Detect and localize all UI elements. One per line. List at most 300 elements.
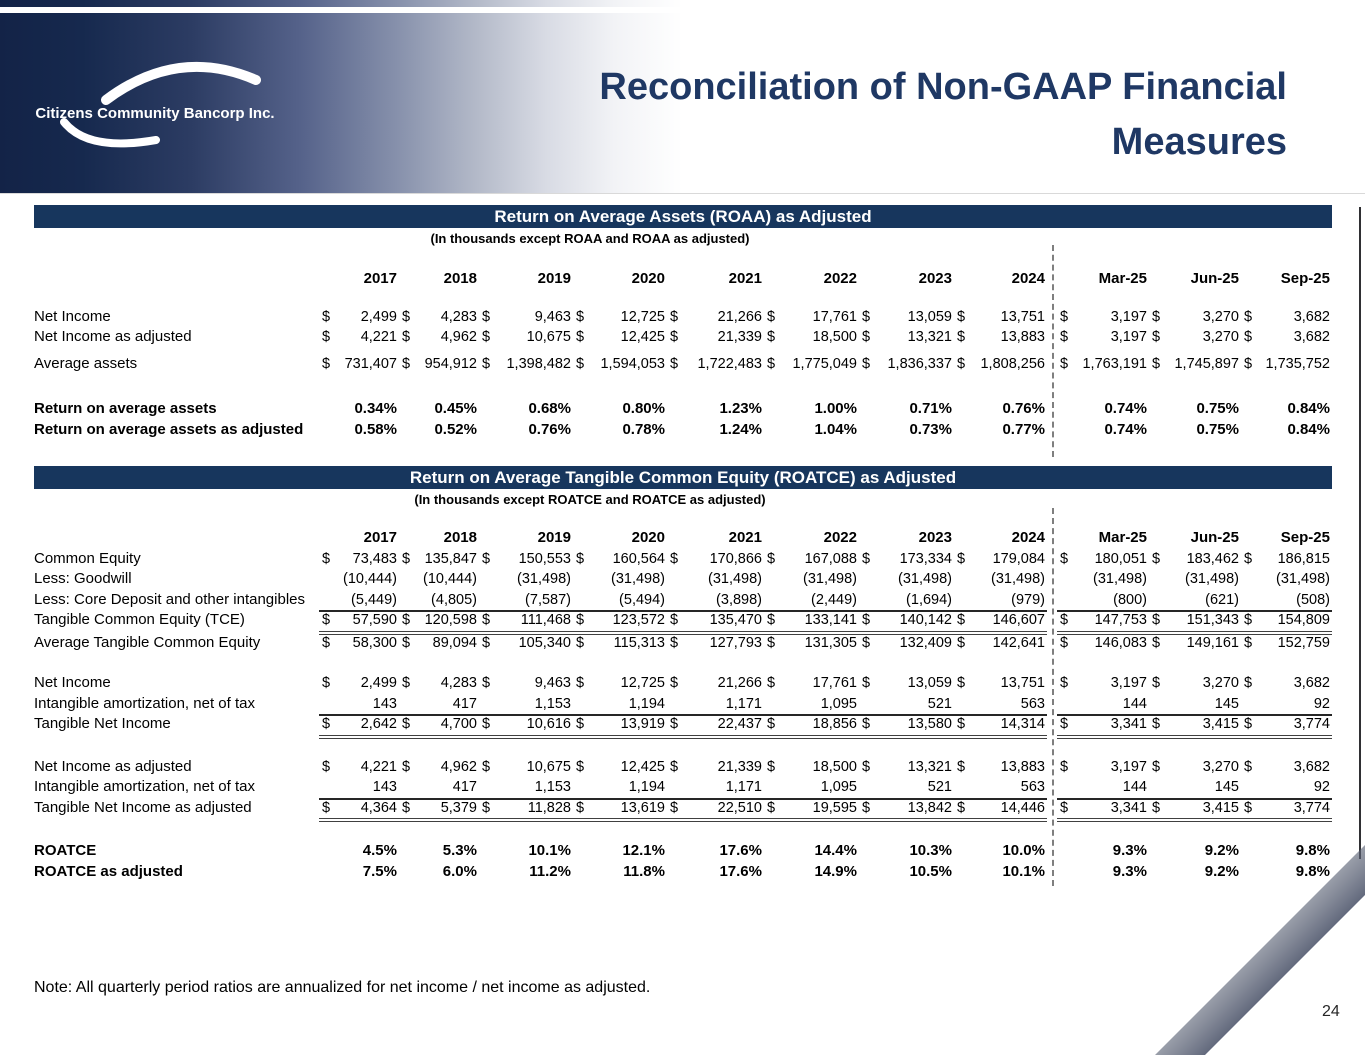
cell-value: 14,314 xyxy=(1000,716,1045,732)
dollar-sign: $ xyxy=(1244,758,1253,775)
table-cell xyxy=(954,798,1047,823)
table-cell xyxy=(573,633,667,654)
cell-value: 14,446 xyxy=(1000,799,1045,816)
cell-value: 1,775,049 xyxy=(792,355,857,372)
cell-value: 154,809 xyxy=(1277,612,1330,628)
dollar-sign: $ xyxy=(1244,308,1253,325)
dollar-sign: $ xyxy=(767,550,776,567)
table-cell xyxy=(859,327,954,348)
table-cell xyxy=(667,569,764,590)
table-cell xyxy=(319,354,399,375)
table-cell xyxy=(859,841,954,862)
cell-value: 1,095 xyxy=(820,695,857,712)
dollar-sign: $ xyxy=(1060,716,1069,732)
cell-value: 131,305 xyxy=(804,634,857,651)
table-cell xyxy=(764,327,859,348)
cell-value: 4,700 xyxy=(440,716,477,732)
table-cell xyxy=(479,610,573,635)
dollar-sign: $ xyxy=(957,758,966,775)
table-cell xyxy=(1057,399,1149,420)
column-header: 2024 xyxy=(1011,270,1045,287)
cell-value: 12,425 xyxy=(620,329,665,345)
table-cell xyxy=(319,399,399,420)
cell-value: (10,444) xyxy=(342,571,397,587)
cell-value: 10.1% xyxy=(528,842,571,859)
table-cell xyxy=(399,420,479,441)
cell-value: 14.4% xyxy=(814,842,857,859)
dollar-sign: $ xyxy=(862,329,871,345)
table-cell xyxy=(1057,354,1149,375)
table-cell xyxy=(859,354,954,375)
cell-value: 146,083 xyxy=(1094,634,1147,651)
row-label: Net Income xyxy=(34,674,111,691)
cell-value: 9.8% xyxy=(1295,842,1330,859)
table-cell xyxy=(1149,569,1241,590)
cell-value: 0.34% xyxy=(354,400,397,417)
table-cell xyxy=(954,420,1047,441)
cell-value: 13,059 xyxy=(907,675,952,691)
cell-value: (31,498) xyxy=(1092,571,1147,587)
cell-value: 13,842 xyxy=(907,799,952,816)
cell-value: (31,498) xyxy=(1275,571,1330,587)
cell-value: 563 xyxy=(1020,779,1045,795)
cell-value: 120,598 xyxy=(424,612,477,628)
cell-value: 179,084 xyxy=(992,550,1045,567)
column-header: Mar-25 xyxy=(1098,529,1147,546)
cell-value: 954,912 xyxy=(424,355,477,372)
cell-value: (5,494) xyxy=(619,591,665,608)
table-cell xyxy=(1241,307,1332,328)
table-cell xyxy=(764,862,859,883)
table-cell xyxy=(573,610,667,635)
table-cell xyxy=(859,549,954,570)
table-cell xyxy=(1149,307,1241,328)
table-cell xyxy=(573,590,667,613)
table-cell xyxy=(954,757,1047,778)
cell-value: 21,339 xyxy=(717,329,762,345)
table-cell xyxy=(399,757,479,778)
table-cell xyxy=(859,673,954,694)
dollar-sign: $ xyxy=(482,550,491,567)
cell-value: 133,141 xyxy=(804,612,857,628)
table-cell xyxy=(319,777,399,800)
cell-value: 9.3% xyxy=(1112,862,1147,880)
column-header: 2018 xyxy=(443,529,477,546)
cell-value: 7.5% xyxy=(362,862,397,880)
cell-value: 115,313 xyxy=(613,634,665,651)
row-label: ROATCE xyxy=(34,842,97,859)
cell-value: 1,722,483 xyxy=(697,355,762,372)
cell-value: 11.2% xyxy=(529,862,571,880)
table-cell xyxy=(399,777,479,800)
cell-value: (10,444) xyxy=(422,571,477,587)
dollar-sign: $ xyxy=(1060,758,1069,775)
table-cell xyxy=(859,569,954,590)
cell-value: (31,498) xyxy=(897,571,952,587)
cell-value: 0.77% xyxy=(1002,420,1045,438)
cell-value: 135,847 xyxy=(424,550,477,567)
cell-value: 10.0% xyxy=(1002,842,1045,859)
cell-value: 1,836,337 xyxy=(887,355,952,372)
table-cell xyxy=(319,633,399,654)
column-header: 2017 xyxy=(363,529,397,546)
dollar-sign: $ xyxy=(322,716,331,732)
cell-value: 11.8% xyxy=(623,862,665,880)
cell-value: (4,805) xyxy=(431,591,477,608)
cell-value: 13,321 xyxy=(907,758,952,775)
table-cell xyxy=(1241,610,1332,635)
table-cell xyxy=(667,307,764,328)
dollar-sign: $ xyxy=(482,612,491,628)
logo-swoosh-upper xyxy=(106,67,256,100)
cell-value: 21,339 xyxy=(717,758,762,775)
table-cell xyxy=(399,673,479,694)
row-label xyxy=(34,528,319,549)
dollar-sign: $ xyxy=(402,329,411,345)
cell-value: 3,270 xyxy=(1202,758,1239,775)
table-cell xyxy=(954,633,1047,654)
dollar-sign: $ xyxy=(957,355,966,372)
cell-value: 3,197 xyxy=(1110,308,1147,325)
dollar-sign: $ xyxy=(576,355,585,372)
cell-value: 13,059 xyxy=(907,308,952,325)
column-header: 2018 xyxy=(443,270,477,287)
cell-value: 152,759 xyxy=(1277,634,1330,651)
dollar-sign: $ xyxy=(1152,758,1161,775)
cell-value: 4,962 xyxy=(440,758,477,775)
table-cell xyxy=(667,549,764,570)
cell-value: 4,364 xyxy=(360,799,397,816)
table-cell xyxy=(399,549,479,570)
table-cell xyxy=(573,673,667,694)
dollar-sign: $ xyxy=(670,634,679,651)
cell-value: 10.1% xyxy=(1002,862,1045,880)
dollar-sign: $ xyxy=(670,716,679,732)
column-header: 2020 xyxy=(631,270,665,287)
cell-value: 9,463 xyxy=(534,675,571,691)
table-cell xyxy=(954,327,1047,348)
dollar-sign: $ xyxy=(767,612,776,628)
dollar-sign: $ xyxy=(576,758,585,775)
row-label: Average assets xyxy=(34,354,138,372)
cell-value: 57,590 xyxy=(352,612,397,628)
cell-value: 0.73% xyxy=(909,420,952,438)
table-row xyxy=(34,694,1332,715)
table-cell xyxy=(399,714,479,739)
table-cell xyxy=(859,757,954,778)
cell-value: 1,153 xyxy=(534,695,571,712)
table-cell xyxy=(1241,327,1332,348)
dollar-sign: $ xyxy=(670,550,679,567)
row-label: Less: Goodwill xyxy=(34,570,132,587)
dollar-sign: $ xyxy=(1244,675,1253,691)
dollar-sign: $ xyxy=(862,716,871,732)
dollar-sign: $ xyxy=(862,550,871,567)
table-cell xyxy=(859,714,954,739)
table-cell xyxy=(319,327,399,348)
table-cell xyxy=(399,610,479,635)
cell-value: 3,197 xyxy=(1110,758,1147,775)
column-header-row xyxy=(34,269,1332,290)
cell-value: 9,463 xyxy=(534,308,571,325)
cell-value: 149,161 xyxy=(1186,634,1239,651)
table-cell xyxy=(667,777,764,800)
cell-value: 0.76% xyxy=(1002,400,1045,417)
cell-value: 13,883 xyxy=(1000,329,1045,345)
table-cell xyxy=(319,798,399,823)
table-cell xyxy=(319,757,399,778)
table-cell xyxy=(573,777,667,800)
cell-value: 731,407 xyxy=(344,355,397,372)
table-cell xyxy=(1241,590,1332,613)
cell-value: 73,483 xyxy=(352,550,397,567)
column-header: 2023 xyxy=(918,529,952,546)
cell-value: 1,194 xyxy=(628,779,665,795)
cell-value: 10,675 xyxy=(526,329,571,345)
table-row xyxy=(34,327,1332,348)
table-cell xyxy=(764,590,859,613)
dollar-sign: $ xyxy=(576,634,585,651)
dollar-sign: $ xyxy=(402,634,411,651)
cell-value: 13,619 xyxy=(620,799,665,816)
dollar-sign: $ xyxy=(402,355,411,372)
cell-value: 4,962 xyxy=(440,329,477,345)
cell-value: (31,498) xyxy=(610,571,665,587)
row-label: ROATCE as adjusted xyxy=(34,862,183,880)
table-cell xyxy=(954,399,1047,420)
cell-value: 17,761 xyxy=(812,308,857,325)
cell-value: 1,194 xyxy=(628,695,665,712)
logo-text: Citizens Community Bancorp Inc. xyxy=(35,105,275,122)
table-row xyxy=(34,590,1332,611)
cell-value: 19,595 xyxy=(812,799,857,816)
cell-value: 147,753 xyxy=(1094,612,1147,628)
table-row xyxy=(34,354,1332,375)
row-label: Intangible amortization, net of tax xyxy=(34,694,255,712)
cell-value: 1,808,256 xyxy=(980,355,1045,372)
top-accent-strip xyxy=(0,0,1365,7)
column-header: Sep-25 xyxy=(1280,529,1330,546)
column-header: 2024 xyxy=(1011,529,1045,546)
cell-value: 521 xyxy=(927,779,952,795)
table-cell xyxy=(1241,694,1332,717)
cell-value: 4,221 xyxy=(360,329,397,345)
dollar-sign: $ xyxy=(576,675,585,691)
dollar-sign: $ xyxy=(862,612,871,628)
cell-value: 183,462 xyxy=(1186,550,1239,567)
table-cell xyxy=(1057,549,1149,570)
dollar-sign: $ xyxy=(670,355,679,372)
dollar-sign: $ xyxy=(767,799,776,816)
dollar-sign: $ xyxy=(1244,612,1253,628)
table-cell xyxy=(479,590,573,613)
dollar-sign: $ xyxy=(862,675,871,691)
table-row xyxy=(34,610,1332,631)
table-cell xyxy=(667,420,764,441)
dollar-sign: $ xyxy=(402,550,411,567)
dollar-sign: $ xyxy=(670,612,679,628)
table-cell xyxy=(1057,694,1149,717)
dollar-sign: $ xyxy=(322,634,331,651)
table-cell xyxy=(573,757,667,778)
table-cell xyxy=(954,694,1047,717)
row-label: Intangible amortization, net of tax xyxy=(34,778,255,795)
cell-value: 9.2% xyxy=(1204,842,1239,859)
dollar-sign: $ xyxy=(482,308,491,325)
cell-value: 0.84% xyxy=(1287,400,1330,417)
table-cell xyxy=(667,673,764,694)
table-cell xyxy=(1241,549,1332,570)
table-cell xyxy=(319,420,399,441)
cell-value: 9.8% xyxy=(1295,862,1330,880)
table-cell xyxy=(399,694,479,717)
table-cell xyxy=(1149,354,1241,375)
cell-value: 1.24% xyxy=(719,420,762,438)
cell-value: 92 xyxy=(1313,779,1330,795)
cell-value: 89,094 xyxy=(432,634,477,651)
cell-value: (621) xyxy=(1205,591,1239,608)
dollar-sign: $ xyxy=(482,355,491,372)
cell-value: 3,774 xyxy=(1293,799,1330,816)
dollar-sign: $ xyxy=(576,329,585,345)
table-row xyxy=(34,569,1332,590)
cell-value: 12,725 xyxy=(620,675,665,691)
cell-value: 417 xyxy=(452,695,477,712)
dollar-sign: $ xyxy=(670,758,679,775)
row-label: Net Income as adjusted xyxy=(34,328,192,345)
cell-value: 173,334 xyxy=(899,550,952,567)
column-header: 2019 xyxy=(537,529,571,546)
table-cell xyxy=(954,307,1047,328)
dollar-sign: $ xyxy=(767,675,776,691)
table-cell xyxy=(1149,420,1241,441)
cell-value: (31,498) xyxy=(990,571,1045,587)
table-cell xyxy=(954,610,1047,635)
table-cell xyxy=(319,610,399,635)
column-header: Jun-25 xyxy=(1190,270,1239,287)
cell-value: 144 xyxy=(1122,779,1147,795)
cell-value: (508) xyxy=(1296,591,1330,608)
row-label xyxy=(34,269,319,290)
row-label: Tangible Net Income as adjusted xyxy=(34,798,252,816)
dollar-sign: $ xyxy=(1060,329,1069,345)
cell-value: 1,171 xyxy=(725,695,762,712)
roatce-table-subtitle: (In thousands except ROATCE and ROATCE as adjusted) xyxy=(414,492,766,507)
cell-value: (7,587) xyxy=(525,591,571,608)
dollar-sign: $ xyxy=(1152,716,1161,732)
table-cell xyxy=(954,354,1047,375)
table-cell xyxy=(319,841,399,862)
dollar-sign: $ xyxy=(482,758,491,775)
table-cell xyxy=(399,633,479,654)
dollar-sign: $ xyxy=(1152,675,1161,691)
cell-value: (2,449) xyxy=(811,591,857,608)
table-cell xyxy=(954,569,1047,590)
cell-value: 17,761 xyxy=(812,675,857,691)
dollar-sign: $ xyxy=(670,308,679,325)
dollar-sign: $ xyxy=(576,799,585,816)
table-cell xyxy=(573,569,667,590)
column-header: 2023 xyxy=(918,270,952,287)
cell-value: 17.6% xyxy=(719,842,762,859)
cell-value: 127,793 xyxy=(709,634,762,651)
cell-value: 3,415 xyxy=(1202,799,1239,816)
dollar-sign: $ xyxy=(1060,308,1069,325)
dollar-sign: $ xyxy=(767,716,776,732)
roaa-table xyxy=(34,205,1332,440)
table-cell xyxy=(764,841,859,862)
row-label: Return on average assets as adjusted xyxy=(34,420,304,438)
table-cell xyxy=(954,549,1047,570)
cell-value: 3,682 xyxy=(1293,329,1330,345)
cell-value: 150,553 xyxy=(518,550,571,567)
table-cell xyxy=(954,841,1047,862)
cell-value: 145 xyxy=(1214,779,1239,795)
dollar-sign: $ xyxy=(482,329,491,345)
cell-value: 0.80% xyxy=(622,400,665,417)
cell-value: 13,883 xyxy=(1000,758,1045,775)
dollar-sign: $ xyxy=(767,329,776,345)
table-row xyxy=(34,673,1332,694)
table-cell xyxy=(859,610,954,635)
table-cell xyxy=(573,798,667,823)
cell-value: 58,300 xyxy=(352,634,397,651)
cell-value: 4,283 xyxy=(440,675,477,691)
dollar-sign: $ xyxy=(957,675,966,691)
table-cell xyxy=(1149,610,1241,635)
table-cell xyxy=(573,399,667,420)
cell-value: 0.45% xyxy=(434,400,477,417)
dollar-sign: $ xyxy=(576,308,585,325)
table-cell xyxy=(479,549,573,570)
cell-value: 1,153 xyxy=(534,779,571,795)
dollar-sign: $ xyxy=(1060,634,1069,651)
column-header: Mar-25 xyxy=(1098,270,1147,287)
cell-value: 160,564 xyxy=(612,550,665,567)
table-cell xyxy=(859,633,954,654)
row-label: Net Income as adjusted xyxy=(34,757,192,775)
table-cell xyxy=(479,714,573,739)
table-cell xyxy=(399,399,479,420)
dollar-sign: $ xyxy=(482,716,491,732)
cell-value: 167,088 xyxy=(804,550,857,567)
table-cell xyxy=(1057,590,1149,613)
cell-value: 1,735,752 xyxy=(1265,355,1330,372)
table-cell xyxy=(667,694,764,717)
table-cell xyxy=(1057,714,1149,739)
table-cell xyxy=(1057,633,1149,654)
table-cell xyxy=(764,569,859,590)
cell-value: 135,470 xyxy=(709,612,762,628)
dollar-sign: $ xyxy=(1244,550,1253,567)
cell-value: 18,500 xyxy=(812,758,857,775)
table-cell xyxy=(954,590,1047,613)
table-cell xyxy=(399,862,479,883)
dollar-sign: $ xyxy=(1060,355,1069,372)
cell-value: 0.74% xyxy=(1104,420,1147,438)
dollar-sign: $ xyxy=(767,308,776,325)
table-cell xyxy=(667,610,764,635)
cell-value: 2,499 xyxy=(360,675,397,691)
cell-value: 12,425 xyxy=(620,758,665,775)
cell-value: 123,572 xyxy=(612,612,665,628)
dollar-sign: $ xyxy=(322,758,331,775)
table-cell xyxy=(573,549,667,570)
cell-value: 3,415 xyxy=(1202,716,1239,732)
cell-value: 521 xyxy=(927,695,952,712)
row-label: Common Equity xyxy=(34,549,141,567)
table-cell xyxy=(1149,327,1241,348)
